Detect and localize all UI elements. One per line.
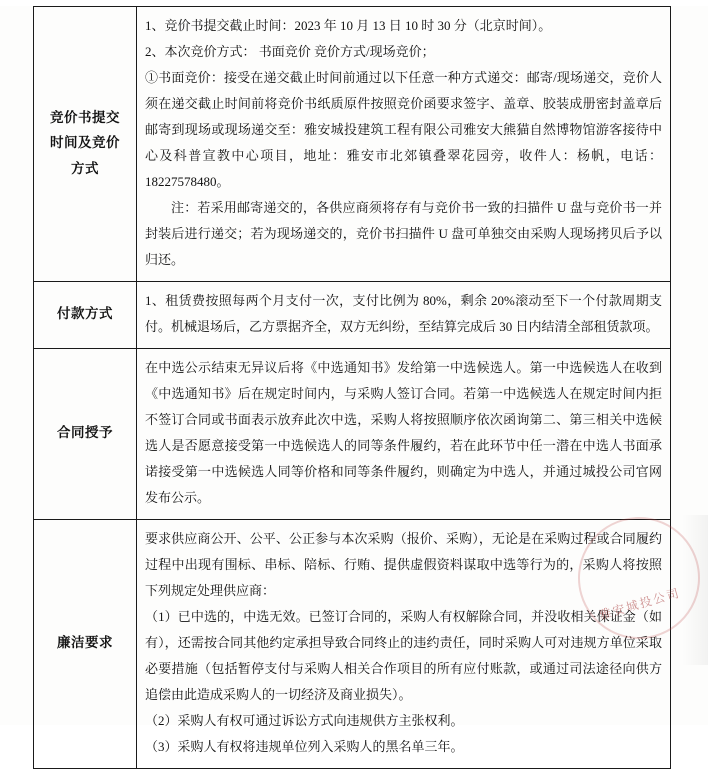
paragraph: 要求供应商公开、公平、公正参与本次采购（报价、采购），无论是在采购过程或合同履约过程中出现有围标、串标、陪标、行贿、提供虚假资料谋取中选等行为的，采购人将按照下列规定处理供应商： (145, 531, 662, 598)
row-label-contract-award: 合同授予 (34, 349, 137, 520)
document-page (0, 6, 708, 754)
table-row (34, 520, 671, 769)
paragraph-bid-method (145, 39, 662, 65)
table-row (34, 349, 671, 520)
paragraph: 在中选公示结束无异议后将《中选通知书》发给第一中选候选人。第一中选候选人在收到《中选通知书》后在规定时间内，与采购人签订合同。若第一中选候选人在规定时间内拒不签订合同或书面表示放弃此次中选，采购人将按照顺序依次函询第二、第三相关中选候选人是否愿意接受第一中选候选人的同等条件履约，若在此环节中任一潜在中选人书面承诺接受第一中选候选人同等价格和同等条件履约，则确定为中选人，并通过城投公司官网发布公示。 (145, 360, 662, 505)
table-row (34, 7, 671, 282)
page-edge-shadow (682, 515, 708, 665)
paragraph-note: 注：若采用邮寄递交的，各供应商须将存有与竞价书一致的扫描件 U 盘与竞价书一并封装后进行递交；若为现场递交的，竞价书扫描件 U 盘可单独交由采购人现场拷贝后予以归还。 (145, 200, 662, 267)
row-body-bidding-submission (137, 7, 671, 282)
label-line: 方式 (71, 160, 99, 176)
paragraph: （2）采购人有权可通过诉讼方式向违规供方主张权利。 (145, 713, 464, 728)
row-body-contract-award (137, 349, 671, 520)
row-body-payment-method (137, 282, 671, 349)
label-line: 时间及竞价 (50, 135, 120, 151)
paragraph: ①书面竞价：接受在递交截止时间前通过以下任意一种方式递交：邮寄/现场递交，竞价人须在递交截止时间前将竞价书纸质原件按照竞价函要求签字、盖章、胶装成册密封盖章后邮寄到现场或现场递交至：雅安城投建筑工程有限公司雅安大熊猫自然博物馆游客接待中心及科普宣教中心项目，地址：雅安市北郊镇叠翠花园旁，收件人：杨帆，电话：18227578480。 (145, 70, 662, 189)
contract-terms-table (33, 6, 671, 769)
table-row (34, 282, 671, 349)
seal-text: 雅安城投公司 (597, 585, 683, 623)
paragraph: 1、租赁费按照每两个月支付一次，支付比例为 80%，剩余 20%滚动至下一个付款周期支付。机械退场后，乙方票据齐全，双方无纠纷，至结算完成后 30 日内结清全部租赁款项。 (145, 293, 662, 334)
bid-method-prefix: 2、本次竞价方式： 书面竞价 竞价方式/现场竞价； (145, 44, 435, 59)
paragraph: （3）采购人有权将违规单位列入采购人的黑名单三年。 (145, 739, 464, 754)
row-label-payment-method: 付款方式 (34, 282, 137, 349)
row-body-integrity-requirements (137, 520, 671, 769)
row-label-bidding-submission (34, 7, 137, 282)
paragraph: （1）已中选的，中选无效。已签订合同的，采购人有权解除合同，并没收相关保证金（如有），还需按合同其他约定承担导致合同终止的违约责任，同时采购人可对违规方单位采取必要措施（包括暂停支付与采购人相关合作项目的所有应付账款，或通过司法途径向供方追偿由此造成采购人的一切经济及商业损失）。 (145, 609, 662, 702)
paragraph: 1、竞价书提交截止时间：2023 年 10 月 13 日 10 时 30 分（北京时间）。 (145, 18, 552, 33)
label-line: 竞价书提交 (50, 109, 120, 125)
row-label-integrity-requirements: 廉洁要求 (34, 520, 137, 769)
